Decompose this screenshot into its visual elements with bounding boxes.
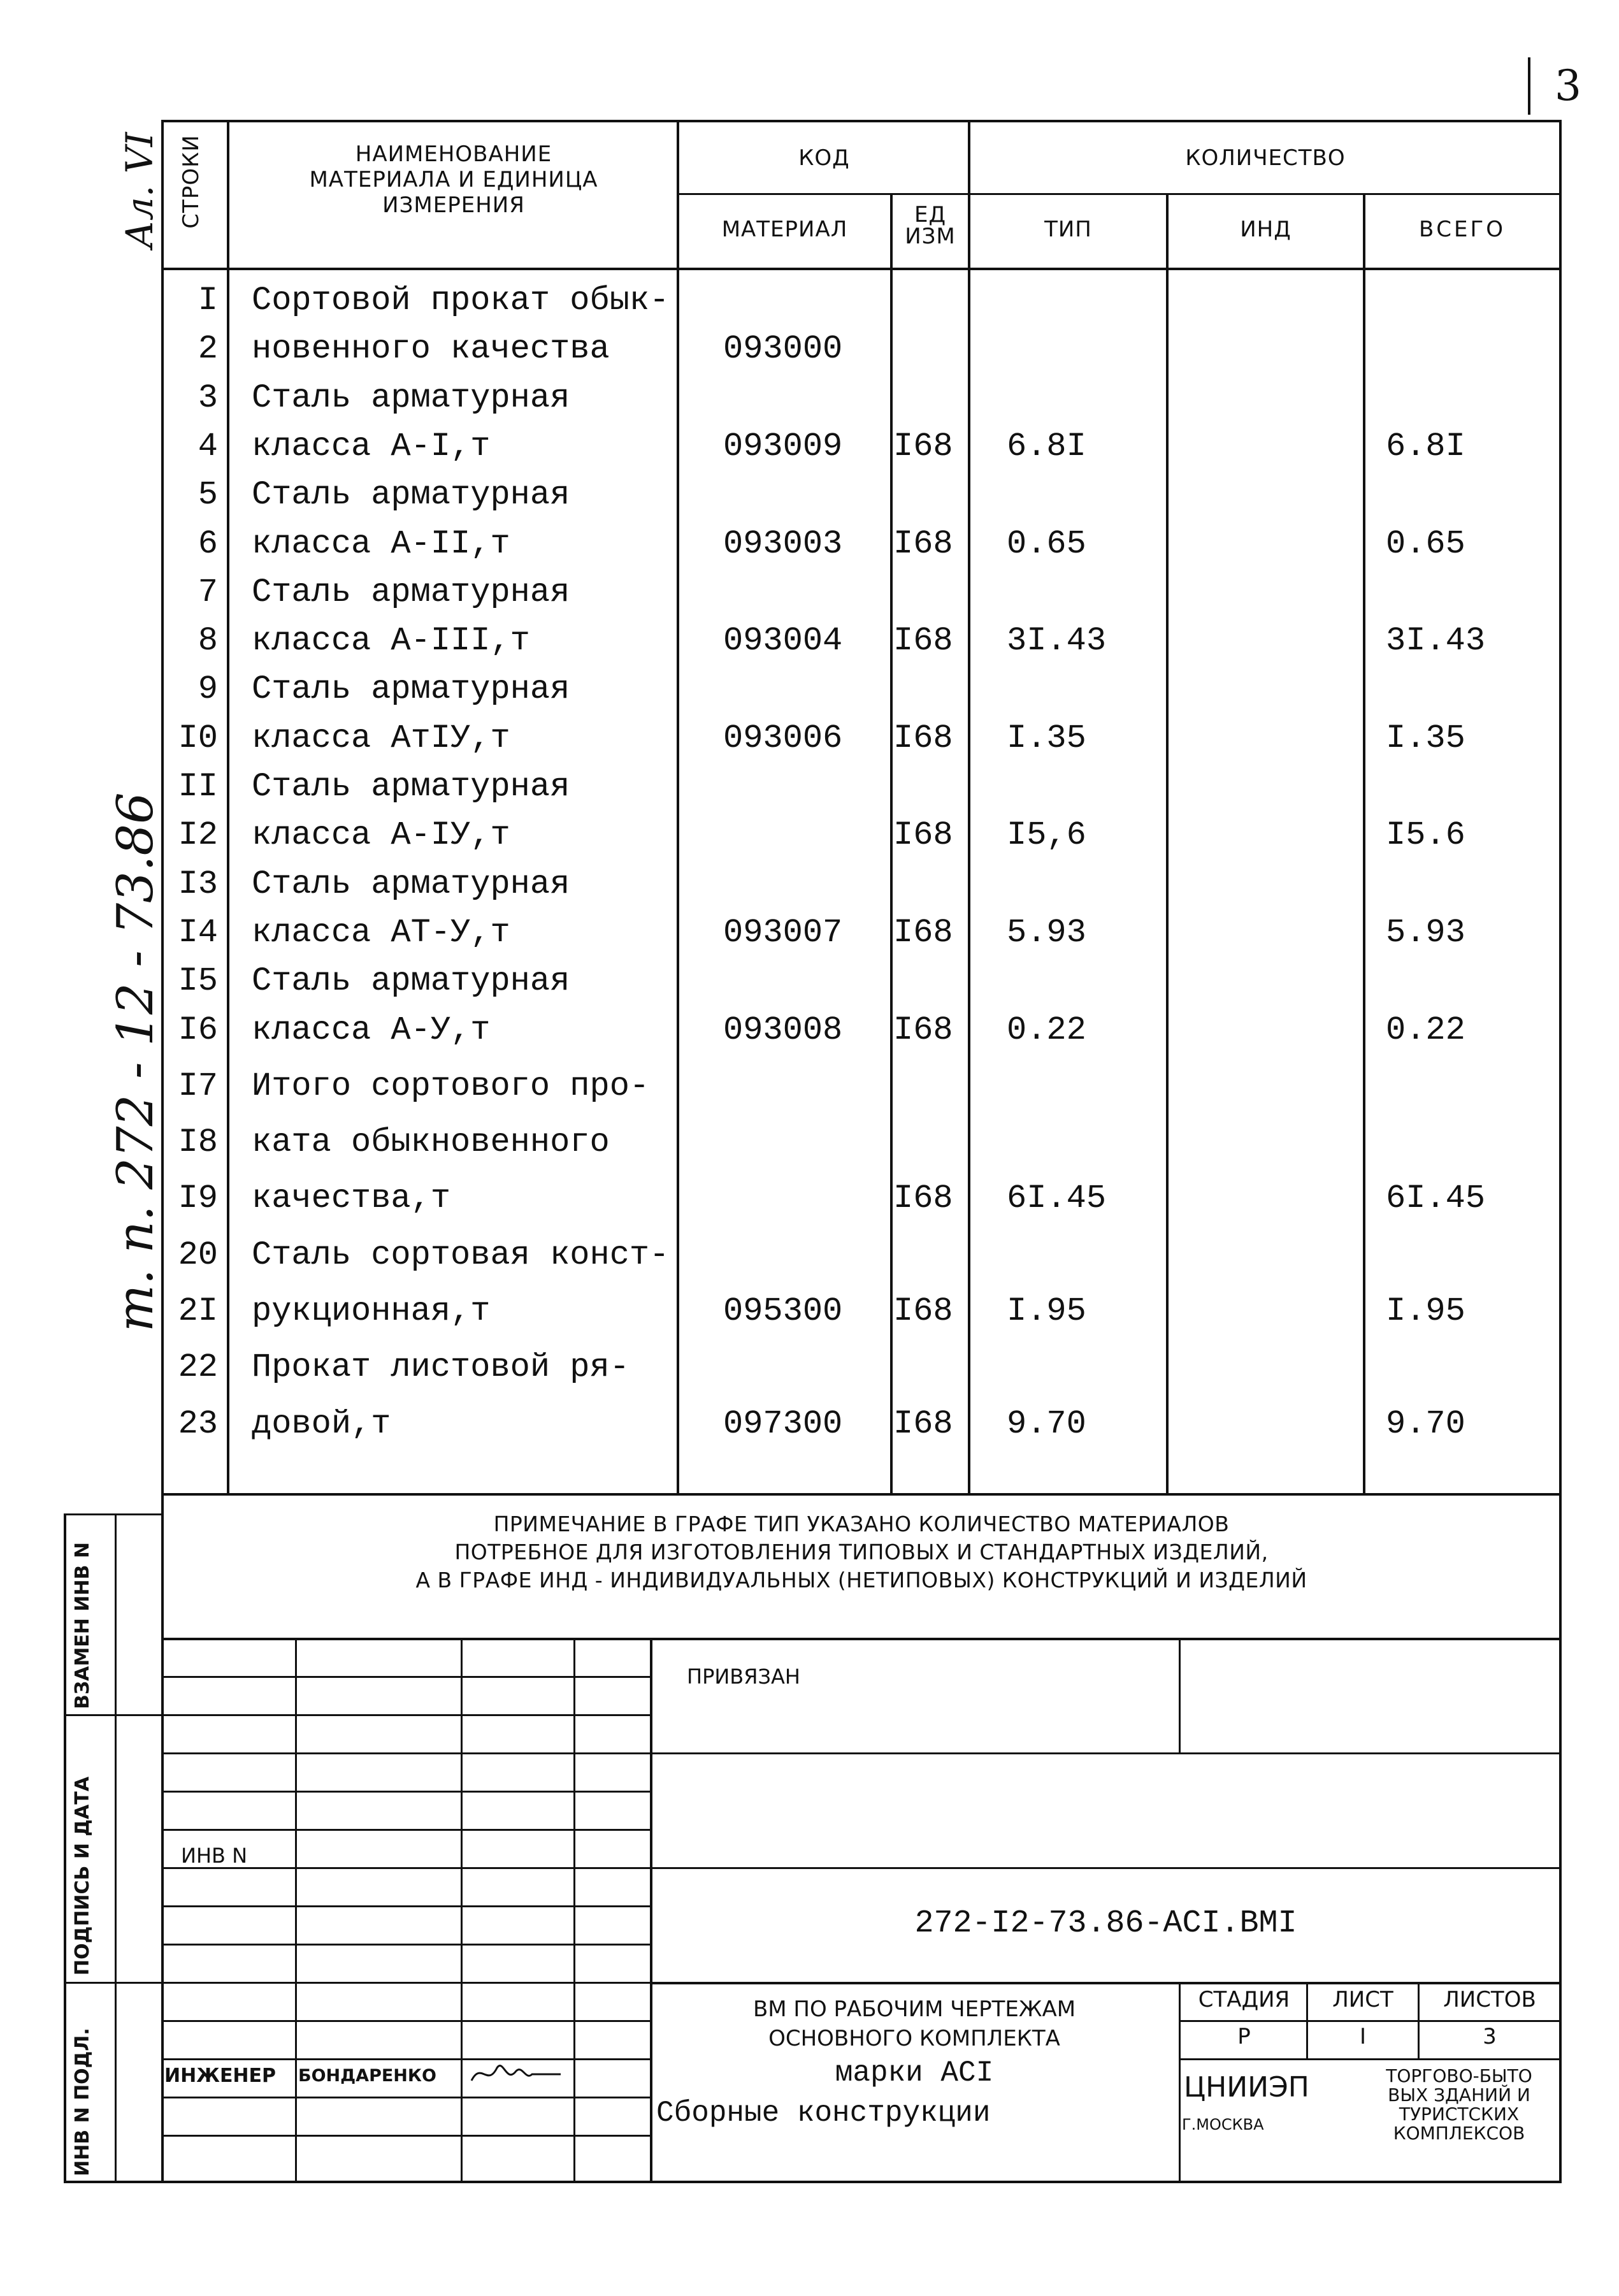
- stamp-original-inventory: ИНВ N ПОДЛ.: [71, 2028, 94, 2176]
- material-name: рукционная,т: [252, 1292, 491, 1330]
- row-number: I9: [178, 1180, 218, 1218]
- row-number: 3: [198, 379, 218, 417]
- department-line: ТОРГОВО-БЫТО: [1386, 2065, 1532, 2086]
- material-code: 093008: [723, 1011, 843, 1049]
- quantity-type: 6I.45: [1007, 1180, 1107, 1218]
- unit-code: I68: [893, 622, 953, 660]
- material-code: 093006: [723, 719, 843, 757]
- row-number: I6: [178, 1011, 218, 1049]
- header-material-code: МАТЕРИАЛ: [721, 217, 848, 242]
- signature: [468, 2055, 564, 2093]
- attached-label: ПРИВЯЗАН: [687, 1664, 800, 1689]
- description-line: Сборные конструкции: [656, 2097, 991, 2130]
- role-label: ИНЖЕНЕР: [164, 2065, 277, 2087]
- row-number: 22: [178, 1348, 218, 1387]
- department-line: КОМПЛЕКСОВ: [1393, 2123, 1525, 2144]
- material-name: класса А-I,т: [252, 427, 491, 465]
- material-code: 093000: [723, 330, 843, 368]
- material-name: класса А-IУ,т: [252, 816, 510, 855]
- row-number: 20: [178, 1236, 218, 1274]
- material-code: 093007: [723, 913, 843, 951]
- material-name: Сталь арматурная: [252, 573, 570, 611]
- unit-code: I68: [893, 1404, 953, 1443]
- row-number: I8: [178, 1123, 218, 1162]
- sheet-value: I: [1359, 2024, 1367, 2049]
- quantity-type: 9.70: [1007, 1404, 1086, 1443]
- header-type: ТИП: [1044, 217, 1092, 242]
- page-number: 3: [1555, 61, 1581, 110]
- material-code: 093009: [723, 427, 843, 465]
- unit-code: I68: [893, 719, 953, 757]
- quantity-type: 3I.43: [1007, 622, 1107, 660]
- note-line: ПРИМЕЧАНИЕ В ГРАФЕ ТИП УКАЗАНО КОЛИЧЕСТВО МАТЕРИАЛОВ: [493, 1512, 1230, 1536]
- material-name: класса АТ-У,т: [252, 913, 510, 951]
- material-code: 095300: [723, 1292, 843, 1330]
- quantity-total: 0.65: [1386, 524, 1465, 563]
- row-number: 5: [198, 476, 218, 514]
- row-number: 6: [198, 524, 218, 563]
- row-number: 2I: [178, 1292, 218, 1330]
- stage-label: СТАДИЯ: [1198, 1987, 1290, 2012]
- organization-department: [1357, 2067, 1561, 2143]
- row-number: I2: [178, 816, 218, 855]
- description-block: [656, 1995, 1172, 2134]
- header-unit: [893, 204, 968, 247]
- note-line: А В ГРАФЕ ИНД - ИНДИВИДУАЛЬНЫХ (НЕТИПОВЫХ) КОНСТРУКЦИЙ И ИЗДЕЛИЙ: [415, 1568, 1307, 1592]
- material-name: Сталь арматурная: [252, 379, 570, 417]
- quantity-total: 6.8I: [1386, 427, 1465, 465]
- header-material-name-line: НАИМЕНОВАНИЕ: [355, 141, 552, 167]
- quantity-total: 6I.45: [1386, 1180, 1486, 1218]
- quantity-total: I.95: [1386, 1292, 1465, 1330]
- quantity-total: 0.22: [1386, 1011, 1465, 1049]
- row-number: I3: [178, 865, 218, 903]
- quantity-total: I.35: [1386, 719, 1465, 757]
- quantity-total: 3I.43: [1386, 622, 1486, 660]
- stamp-replace-inventory: ВЗАМЕН ИНВ N: [71, 1542, 94, 1709]
- sheet-label: ЛИСТ: [1332, 1987, 1393, 2012]
- material-name: класса А-II,т: [252, 524, 510, 563]
- quantity-type: I.35: [1007, 719, 1086, 757]
- quantity-type: 6.8I: [1007, 427, 1086, 465]
- header-unit-line: ЕД: [914, 202, 947, 227]
- header-total: ВСЕГО: [1418, 217, 1506, 242]
- row-number: 7: [198, 573, 218, 611]
- stage-value: Р: [1237, 2024, 1251, 2049]
- stamp-signature-date: ПОДПИСЬ И ДАТА: [71, 1776, 94, 1975]
- header-material-name-line: МАТЕРИАЛА И ЕДИНИЦА: [309, 167, 598, 192]
- row-number: 9: [198, 670, 218, 709]
- unit-code: I68: [893, 816, 953, 855]
- row-number: I0: [178, 719, 218, 757]
- row-number: 8: [198, 622, 218, 660]
- material-name: Сталь арматурная: [252, 476, 570, 514]
- department-line: ТУРИСТСКИХ: [1399, 2104, 1520, 2125]
- header-code: КОД: [798, 145, 850, 171]
- unit-code: I68: [893, 913, 953, 951]
- document-code: 272-I2-73.86-АСI.ВМI: [914, 1905, 1297, 1942]
- person-name: БОНДАРЕНКО: [298, 2066, 436, 2086]
- material-name: Сталь арматурная: [252, 962, 570, 1000]
- material-code: 097300: [723, 1404, 843, 1443]
- header-quantity: КОЛИЧЕСТВО: [1185, 145, 1346, 171]
- header-unit-line: ИЗМ: [905, 224, 956, 249]
- material-name: Сталь арматурная: [252, 768, 570, 805]
- quantity-total: 9.70: [1386, 1404, 1465, 1443]
- unit-code: I68: [893, 1292, 953, 1330]
- quantity-type: 0.22: [1007, 1011, 1086, 1049]
- album-label: Ал. VI: [118, 132, 161, 249]
- quantity-type: I.95: [1007, 1292, 1086, 1330]
- material-name: класса А-У,т: [252, 1011, 491, 1049]
- description-line: ВМ ПО РАБОЧИМ ЧЕРТЕЖАМ: [752, 1996, 1076, 2022]
- header-ind: ИНД: [1240, 217, 1292, 242]
- row-number: 23: [178, 1404, 218, 1443]
- description-line: ОСНОВНОГО КОМПЛЕКТА: [768, 2026, 1060, 2051]
- description-line: марки АСI: [835, 2056, 994, 2090]
- sheets-value: 3: [1483, 2024, 1497, 2049]
- header-material-name: [231, 141, 677, 218]
- row-number: I7: [178, 1067, 218, 1105]
- organization-name: ЦНИИЭП: [1184, 2071, 1309, 2104]
- material-name: ката обыкновенного: [252, 1123, 610, 1162]
- unit-code: I68: [893, 427, 953, 465]
- department-line: ВЫХ ЗДАНИЙ И: [1388, 2084, 1530, 2105]
- quantity-type: I5,6: [1007, 816, 1086, 855]
- quantity-type: 0.65: [1007, 524, 1086, 563]
- unit-code: I68: [893, 1011, 953, 1049]
- material-name: Итого сортового про-: [252, 1067, 650, 1105]
- page-number-divider: [1528, 57, 1530, 115]
- note-block: [164, 1510, 1559, 1594]
- material-code: 093004: [723, 622, 843, 660]
- row-number: 4: [198, 427, 218, 465]
- row-number: I4: [178, 913, 218, 951]
- sheets-label: ЛИСТОВ: [1443, 1987, 1536, 2012]
- unit-code: I68: [893, 524, 953, 563]
- material-name: Сталь сортовая конст-: [252, 1236, 670, 1274]
- material-name: новенного качества: [252, 330, 610, 368]
- material-name: Прокат листовой ря-: [252, 1348, 630, 1387]
- material-name: Сталь арматурная: [252, 865, 570, 903]
- note-line: ПОТРЕБНОЕ ДЛЯ ИЗГОТОВЛЕНИЯ ТИПОВЫХ И СТАНДАРТНЫХ ИЗДЕЛИЙ,: [454, 1540, 1269, 1564]
- material-name: довой,т: [252, 1404, 391, 1443]
- row-number: I: [198, 282, 218, 319]
- header-row-number: СТРОКИ: [178, 134, 204, 229]
- header-material-name-line: ИЗМЕРЕНИЯ: [382, 192, 525, 218]
- material-name: Сортовой прокат обык-: [252, 282, 670, 319]
- unit-code: I68: [893, 1180, 953, 1218]
- material-code: 093003: [723, 524, 843, 563]
- material-name: класса А-III,т: [252, 622, 530, 660]
- row-number: 2: [198, 330, 218, 368]
- row-number: I5: [178, 962, 218, 1000]
- organization-city: Г.МОСКВА: [1182, 2116, 1264, 2134]
- quantity-type: 5.93: [1007, 913, 1086, 951]
- quantity-total: 5.93: [1386, 913, 1465, 951]
- material-name: Сталь арматурная: [252, 670, 570, 709]
- inventory-number-label: ИНВ N: [181, 1844, 248, 1868]
- quantity-total: I5.6: [1386, 816, 1465, 855]
- project-code: т. п. 272 - 12 - 73.86: [107, 792, 164, 1332]
- material-name: качества,т: [252, 1180, 451, 1218]
- material-name: класса АтIУ,т: [252, 719, 510, 757]
- row-number: II: [178, 768, 218, 805]
